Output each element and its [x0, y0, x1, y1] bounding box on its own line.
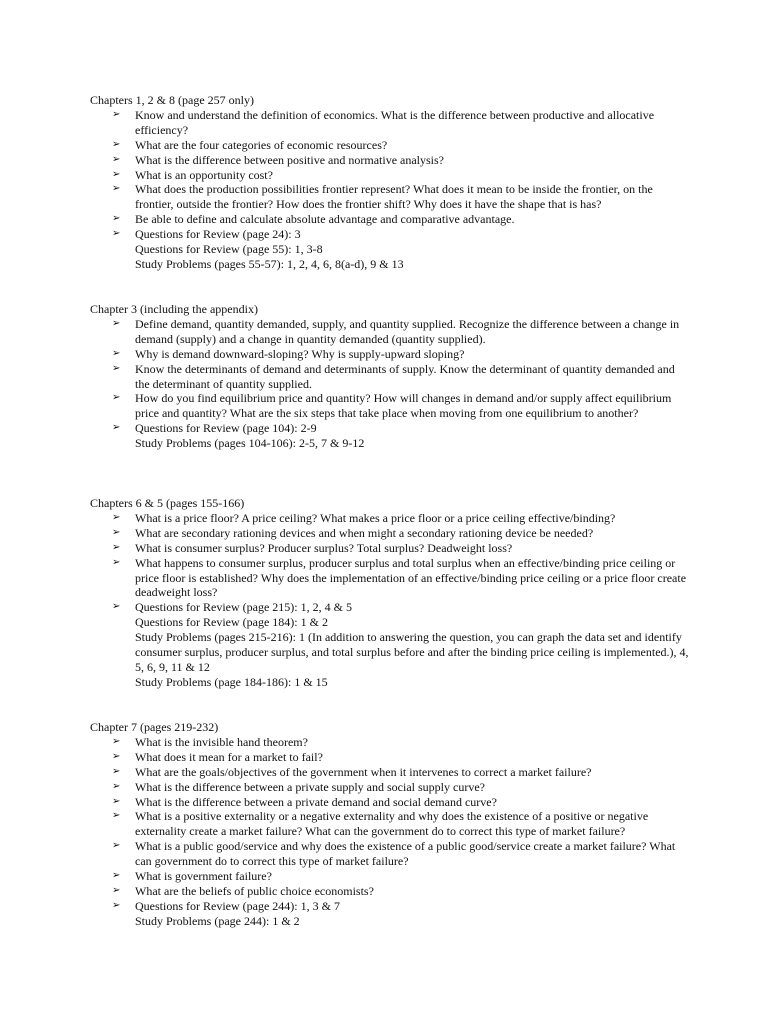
- arrow-bullet-icon: ➢: [112, 213, 121, 225]
- arrow-bullet-icon: ➢: [112, 392, 121, 404]
- list-item: ➢ What are the beliefs of public choice economists?: [112, 883, 374, 898]
- section-heading: Chapters 6 & 5 (pages 155-166): [90, 496, 245, 510]
- list-item: ➢ What happens to consumer surplus, producer surplus and total surplus when an effective/binding price ceiling or price floor is established? Why does the implementation of an effective/binding price ceiling or a price floor create deadweight loss?: [112, 555, 687, 600]
- list-item: ➢ Know the determinants of demand and determinants of supply. Know the determinant of quantity demanded and the determinant of quantity supplied.: [112, 361, 675, 391]
- arrow-bullet-icon: ➢: [112, 870, 121, 882]
- section-chapter-3: [90, 302, 690, 451]
- arrow-bullet-icon: ➢: [112, 884, 121, 896]
- question-list: [90, 317, 690, 451]
- question-list: [90, 735, 690, 929]
- question-list: [90, 108, 690, 272]
- list-item: ➢ Be able to define and calculate absolute advantage and comparative advantage.: [112, 212, 515, 227]
- list-item: ➢ What are secondary rationing devices and when might a secondary rationing device be needed?: [112, 525, 594, 540]
- list-item: ➢ Why is demand downward-sloping? Why is supply-upward sloping?: [112, 346, 465, 361]
- list-item: ➢ What is the invisible hand theorem?: [112, 734, 308, 749]
- assignment-line: Study Problems (pages 55-57): 1, 2, 4, 6, 8(a-d), 9 & 13: [135, 256, 404, 271]
- list-item: ➢ How do you find equilibrium price and quantity? How will changes in demand and/or supply affect equilibrium price and quantity? What are the six steps that take place when moving from one equilibrium to another?: [112, 391, 672, 421]
- arrow-bullet-icon: ➢: [112, 840, 121, 852]
- arrow-bullet-icon: ➢: [112, 601, 121, 613]
- arrow-bullet-icon: ➢: [112, 362, 121, 374]
- list-item: ➢ What is the difference between positive and normative analysis?: [112, 152, 444, 167]
- list-item: ➢ What does the production possibilities frontier represent? What does it mean to be inside the frontier, on the frontier, outside the frontier? How does the frontier shift? Why does it have the shape that is has?: [112, 182, 653, 212]
- assignment-line: Questions for Review (page 244): 1, 3 & 7: [135, 898, 340, 913]
- list-item: ➢ What is government failure?: [112, 869, 272, 884]
- question-list: [90, 511, 690, 690]
- arrow-bullet-icon: ➢: [112, 317, 121, 329]
- list-item: ➢ What are the goals/objectives of the government when it intervenes to correct a market failure?: [112, 764, 592, 779]
- assignment-line: Questions for Review (page 55): 1, 3-8: [135, 242, 323, 257]
- arrow-bullet-icon: ➢: [112, 795, 121, 807]
- assignment-item: [112, 421, 690, 451]
- assignment-line: Questions for Review (page 184): 1 & 2: [135, 615, 328, 630]
- list-item: ➢ What are the four categories of economic resources?: [112, 137, 388, 152]
- arrow-bullet-icon: ➢: [112, 526, 121, 538]
- arrow-bullet-icon: ➢: [112, 899, 121, 911]
- assignment-line: Questions for Review (page 104): 2-9: [135, 421, 317, 436]
- list-item: ➢ Know and understand the definition of economics. What is the difference between productive and allocative efficiency?: [112, 107, 655, 137]
- arrow-bullet-icon: ➢: [112, 168, 121, 180]
- arrow-bullet-icon: ➢: [112, 750, 121, 762]
- list-item: ➢ What is consumer surplus? Producer surplus? Total surplus? Deadweight loss?: [112, 540, 513, 555]
- list-item: ➢ Define demand, quantity demanded, supply, and quantity supplied. Recognize the difference between a change in demand (supply) and a change in quantity demanded (quantity supplied).: [112, 316, 680, 346]
- list-item: ➢ What is the difference between a private supply and social supply curve?: [112, 779, 485, 794]
- section-chapters-1-2-8: [90, 93, 690, 272]
- list-item: ➢ What is a price floor? A price ceiling? What makes a price floor or a price ceiling effective/binding?: [112, 510, 616, 525]
- arrow-bullet-icon: ➢: [112, 511, 121, 523]
- section-chapters-6-5: [90, 496, 690, 690]
- assignment-line: Questions for Review (page 215): 1, 2, 4 & 5: [135, 600, 352, 615]
- section-heading: Chapters 1, 2 & 8 (page 257 only): [90, 93, 254, 107]
- assignment-line: Study Problems (page 244): 1 & 2: [135, 913, 300, 928]
- section-heading: Chapter 7 (pages 219-232): [90, 720, 219, 734]
- arrow-bullet-icon: ➢: [112, 810, 121, 822]
- list-item: ➢ What is a public good/service and why does the existence of a public good/service create a market failure? What can government do to correct this type of market failure?: [112, 839, 676, 869]
- arrow-bullet-icon: ➢: [112, 541, 121, 553]
- list-item: ➢ What is an opportunity cost?: [112, 167, 273, 182]
- arrow-bullet-icon: ➢: [112, 153, 121, 165]
- arrow-bullet-icon: ➢: [112, 765, 121, 777]
- arrow-bullet-icon: ➢: [112, 422, 121, 434]
- section-chapter-7: [90, 720, 690, 929]
- assignment-item: [112, 898, 690, 929]
- arrow-bullet-icon: ➢: [112, 183, 121, 195]
- assignment-line: Study Problems (pages 104-106): 2-5, 7 & 9-12: [135, 436, 365, 451]
- assignment-line: Study Problems (pages 215-216): 1 (In addition to answering the question, you can graph the data set and identify consumer surplus, producer surplus, and total surplus before and after the binding price ceiling is implemented.), 4, 5, 6, 9, 11 & 12: [135, 630, 689, 674]
- assignment-line: Study Problems (page 184-186): 1 & 15: [135, 674, 328, 689]
- arrow-bullet-icon: ➢: [112, 780, 121, 792]
- list-item: ➢ What does it mean for a market to fail?: [112, 749, 323, 764]
- list-item: ➢ What is the difference between a private demand and social demand curve?: [112, 794, 497, 809]
- arrow-bullet-icon: ➢: [112, 556, 121, 568]
- arrow-bullet-icon: ➢: [112, 347, 121, 359]
- arrow-bullet-icon: ➢: [112, 735, 121, 747]
- list-item: ➢ What is a positive externality or a negative externality and why does the existence of a positive or negative externality create a market failure? What can the government do to correct this type of market failure?: [112, 809, 649, 839]
- arrow-bullet-icon: ➢: [112, 138, 121, 150]
- assignment-line: Questions for Review (page 24): 3: [135, 227, 301, 242]
- assignment-item: [112, 600, 690, 689]
- arrow-bullet-icon: ➢: [112, 108, 121, 120]
- arrow-bullet-icon: ➢: [112, 228, 121, 240]
- assignment-item: [112, 227, 690, 272]
- section-heading: Chapter 3 (including the appendix): [90, 302, 258, 316]
